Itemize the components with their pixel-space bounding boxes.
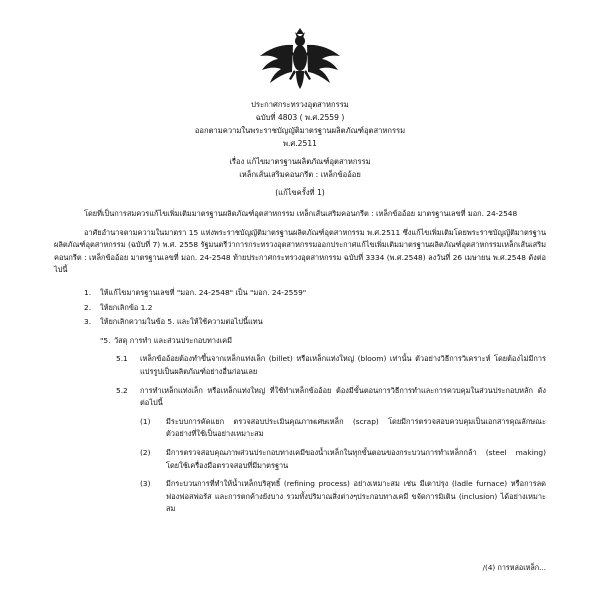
numbered-sub-item: [54, 447, 546, 472]
header-line-1: ประกาศกระทรวงอุตสาหกรรม: [251, 100, 349, 109]
list-item-text: ให้ยกเลิกความในข้อ 5. และให้ใช้ความต่อไปนี้แทน: [100, 317, 263, 327]
numbered-sub-text: มีระบบการคัดแยก ตรวจสอบประเมินคุณภาพเศษเหล็ก (scrap) โดยมีการตรวจสอบควบคุมเป็นเอกสารคุณลักษณะตัวอย่างที่ใช้เป็นอย่างเหมาะสม: [166, 416, 546, 439]
subclause-text: เหล็กข้ออ้อยต้องทำขึ้นจากเหล็กแท่งเล็ก (billet) หรือเหล็กแท่งใหญ่ (bloom) เท่านั้น ตัวอย่างวิธีการวิเคราะห์ โดยต้องไม่มีการแปรรูปเป็นผลิตภัณฑ์อย่างอื่นก่อนเลย: [140, 354, 546, 376]
list-item-marker: 2.: [84, 302, 92, 312]
list-item: [54, 316, 546, 329]
numbered-sub-marker: (1): [140, 416, 151, 426]
numbered-sub-marker: (3): [140, 479, 151, 489]
emblem-container: [54, 28, 546, 90]
header-line-2: ฉบับที่ 4803 ( พ.ศ.2559 ): [255, 113, 345, 122]
header-body-gap: [54, 199, 546, 208]
paragraph-2: อาศัยอำนาจตามความในมาตรา 15 แห่งพระราชบัญญัติมาตรฐานผลิตภัณฑ์อุตสาหกรรม พ.ศ.2511 ซึ่งแก้ไขเพิ่มเติมโดยพระราชบัญญัติมาตรฐานผลิตภัณฑ์อุตสาหกรรม (ฉบับที่ 7) พ.ศ. 2558 รัฐมนตรีว่าการกระทรวงอุตสาหกรรมออกประกาศแก้ไขเพิ่มเติมมาตรฐานผลิตภัณฑ์อุตสาหกรรมเหล็กเส้นเสริมคอนกรีต : เหล็กข้ออ้อย มาตรฐานเลขที่ มอก. 24-2548 ท้ายประกาศกระทรวงอุตสาหกรรม ฉบับที่ 3334 (พ.ศ.2548) ลงวันที่ 26 เมษายน พ.ศ.2548 ดังต่อไปนี้: [54, 227, 546, 275]
list-item-marker: 1.: [84, 287, 92, 297]
numbered-sub-item: [54, 416, 546, 441]
clause-5-marker: "5.: [100, 335, 111, 345]
header-line-4: พ.ศ.2511: [283, 139, 317, 148]
document-header: [54, 98, 546, 199]
numbered-sub-marker: (2): [140, 447, 151, 457]
list-item-marker: 3.: [84, 317, 92, 327]
numbered-sub-item: [54, 478, 546, 516]
clause-5-heading: [54, 335, 546, 348]
subclause-marker: 5.1: [116, 354, 128, 364]
header-line-3: ออกตามความในพระราชบัญญัติมาตรฐานผลิตภัณฑ์อุตสาหกรรม: [194, 126, 406, 135]
list-item: [54, 287, 546, 300]
subclause-marker: 5.2: [116, 385, 128, 395]
document-body: [54, 208, 546, 516]
list-item-text: ให้แก้ไขมาตรฐานเลขที่ "มอก. 24-2548" เป็น "มอก. 24-2559": [100, 287, 307, 297]
header-line-5: เรื่อง แก้ไขมาตรฐานผลิตภัณฑ์อุตสาหกรรม: [229, 157, 371, 166]
numbered-sub-text: มีกระบวนการที่ทำให้น้ำเหล็กบริสุทธิ์ (refining process) อย่างเหมาะสม เช่น มีเตาปรุง (ladle furnace) หรือการลดฟองฟอสฟอรัส และการตกค้างยังบาง รวมทั้งปริมาณสิ่งต่างๆประกอบทางเคมี ขจัดการมิเติน (inclusion) ได้อย่างเหมาะสม: [166, 479, 546, 514]
page-footer-note: /(4) การหล่อเหล็ก...: [482, 563, 546, 572]
header-line-7: (แก้ไขครั้งที่ 1): [275, 188, 325, 197]
paragraph-1: โดยที่เป็นการสมควรแก้ไขเพิ่มเติมมาตรฐานผลิตภัณฑ์อุตสาหกรรม เหล็กเส้นเสริมคอนกรีต : เหล็กข้ออ้อย มาตรฐานเลขที่ มอก. 24-2548: [84, 209, 518, 218]
header-line-6: เหล็กเส้นเสริมคอนกรีต : เหล็กข้ออ้อย: [239, 170, 361, 179]
clause-5-title: วัสดุ การทำ และส่วนประกอบทางเคมี: [114, 335, 232, 345]
numbered-sub-text: มีการตรวจสอบคุณภาพส่วนประกอบทางเคมีของน้ำเหล็กในทุกขั้นตอนของกระบวนการทำเหล็กกล้า (steel making) โดยใช้เครื่องมือตรวจสอบที่มีมาตรฐาน: [166, 447, 546, 470]
list-item: [54, 302, 546, 315]
subclause-text: การทำเหล็กแท่งเล็ก หรือเหล็กแท่งใหญ่ ที่ใช้ทำเหล็กข้ออ้อย ต้องมีขั้นตอนการวิธีการทำและการควบคุมในส่วนประกอบหลัก ดังต่อไปนี้: [140, 385, 546, 408]
subclause-item: [54, 353, 546, 378]
list-item-text: ให้ยกเลิกข้อ 1.2: [100, 302, 153, 312]
subclause-item: [54, 385, 546, 410]
garuda-emblem: [252, 28, 348, 90]
